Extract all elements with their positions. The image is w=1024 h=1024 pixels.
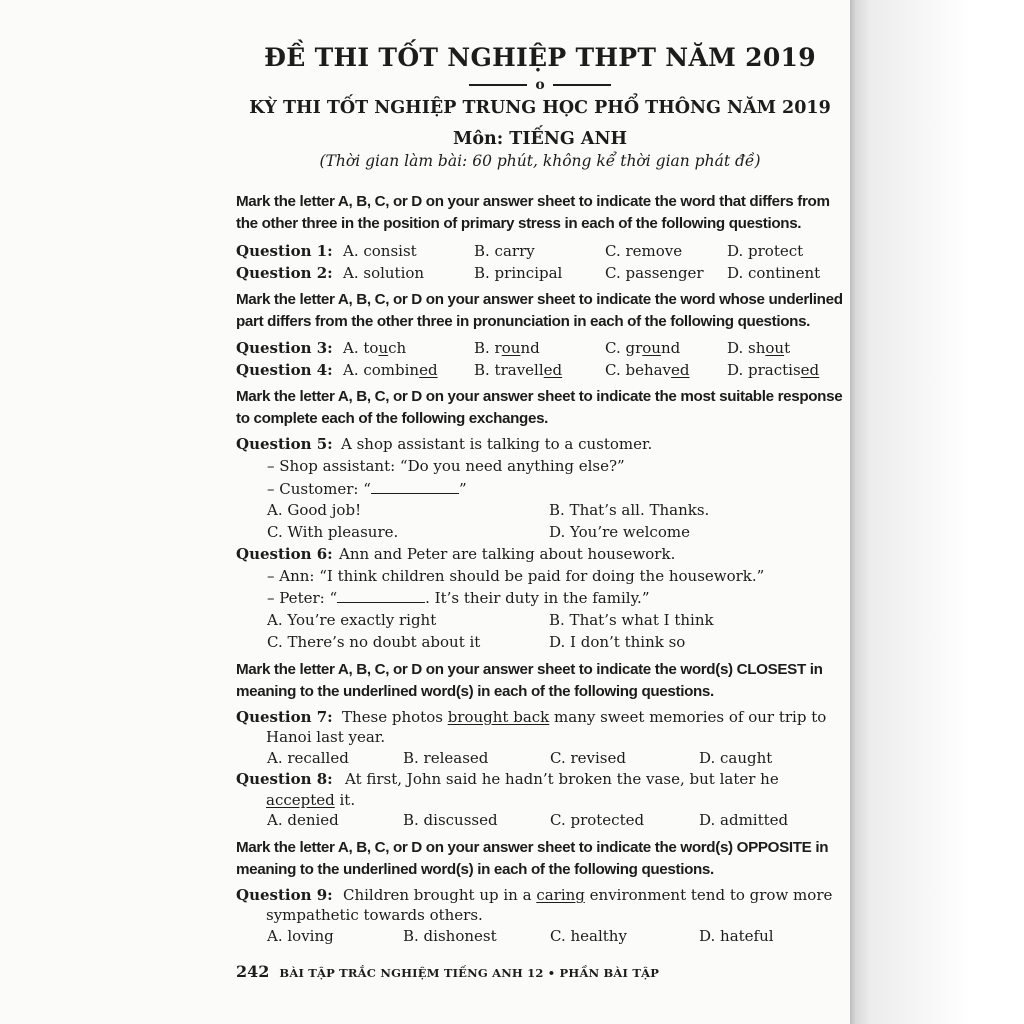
q5-line2-text: – Customer: “: [267, 480, 371, 498]
q6-stem: Ann and Peter are talking about housework.: [339, 545, 676, 563]
q4-d-underlined: ed: [800, 361, 820, 379]
q8-stem-text-end: it.: [334, 791, 356, 809]
ornament-rule-right: [553, 84, 611, 86]
q3-a-text: A. to: [343, 339, 379, 357]
q3-option-d: [727, 339, 790, 357]
instruction-stress-line1: Mark the letter A, B, C, or D on your answer sheet to indicate the word that differs from: [236, 193, 830, 210]
q3-option-b: [474, 339, 540, 357]
q7-option-a: A. recalled: [267, 749, 349, 767]
instruction-closest-line2: meaning to the underlined word(s) in each of the following questions.: [236, 683, 714, 700]
q4-option-b: [474, 361, 562, 379]
q1-option-c: C. remove: [605, 242, 683, 260]
q4-b-text: B. travell: [474, 361, 544, 379]
q4-a-text: A. combin: [343, 361, 420, 379]
q2-option-b: B. principal: [474, 264, 563, 282]
question-7-label: Question 7:: [236, 708, 333, 726]
q3-c-text: C. gr: [605, 339, 643, 357]
q6-dialogue-line1: – Ann: “I think children should be paid for doing the housework.”: [267, 567, 765, 585]
q3-b-text: B. r: [474, 339, 502, 357]
q3-a-underlined: u: [378, 339, 389, 357]
q1-option-b: B. carry: [474, 242, 535, 260]
q8-option-b: B. discussed: [403, 811, 498, 829]
q6-line2-text: – Peter: “: [267, 589, 338, 607]
q8-option-a: A. denied: [267, 811, 339, 829]
instruction-pronunciation-line1: Mark the letter A, B, C, or D on your answer sheet to indicate the word whose underlined: [236, 291, 843, 308]
q7-stem-text: These photos: [342, 708, 448, 726]
q5-dialogue-line1: – Shop assistant: “Do you need anything else?”: [267, 457, 625, 475]
q4-a-underlined: ed: [419, 361, 438, 379]
q3-a-text-end: ch: [388, 339, 407, 357]
q9-stem-underlined: caring: [536, 886, 585, 904]
q9-stem-text: Children brought up in a: [343, 886, 537, 904]
q5-stem: A shop assistant is talking to a customer.: [341, 435, 653, 453]
q4-c-underlined: ed: [671, 361, 690, 379]
q3-option-c: [605, 339, 680, 357]
ornament-rule-left: [469, 84, 527, 86]
question-4-label: Question 4:: [236, 361, 333, 379]
q5-option-a: A. Good job!: [267, 501, 362, 519]
q3-b-text-end: nd: [520, 339, 540, 357]
q9-stem-line2: sympathetic towards others.: [266, 906, 483, 924]
q7-stem-text-end: many sweet memories of our trip to: [549, 708, 827, 726]
q4-option-d: [727, 361, 819, 379]
q5-dialogue-line2: [267, 480, 467, 498]
q6-dialogue-line2: [267, 589, 650, 607]
instruction-response-line2: to complete each of the following exchanges.: [236, 410, 549, 427]
q5-option-d: D. You’re welcome: [549, 523, 690, 541]
q9-option-a: A. loving: [267, 927, 334, 945]
q1-option-d: D. protect: [727, 242, 804, 260]
q5-option-b: B. That’s all. Thanks.: [549, 501, 710, 519]
q3-d-text: D. sh: [727, 339, 766, 357]
q2-option-d: D. continent: [727, 264, 821, 282]
q8-option-d: D. admitted: [699, 811, 789, 829]
q6-option-b: B. That’s what I think: [549, 611, 714, 629]
q8-stem-line2: [266, 791, 355, 809]
instruction-response-line1: Mark the letter A, B, C, or D on your answer sheet to indicate the most suitable response: [236, 388, 843, 405]
page-edge-shadow: [850, 0, 1024, 1024]
q6-option-a: A. You’re exactly right: [267, 611, 437, 629]
q3-c-underlined: ou: [642, 339, 661, 357]
q5-line2-end: ”: [458, 480, 467, 498]
q3-c-text-end: nd: [660, 339, 681, 357]
q6-option-d: D. I don’t think so: [549, 633, 686, 651]
exam-subtitle: KỲ THI TỐT NGHIỆP TRUNG HỌC PHỔ THÔNG NĂM 2019: [249, 98, 831, 118]
q7-option-c: C. revised: [550, 749, 626, 767]
question-3-label: Question 3:: [236, 339, 333, 357]
q1-option-a: A. consist: [343, 242, 417, 260]
q9-stem: [343, 886, 832, 904]
instruction-opposite-line2: meaning to the underlined word(s) in each of the following questions.: [236, 861, 714, 878]
q7-stem: [342, 708, 826, 726]
q5-option-c: C. With pleasure.: [267, 523, 399, 541]
answer-blank: [337, 590, 425, 603]
q4-option-c: [605, 361, 690, 379]
q8-stem: At first, John said he hadn’t broken the vase, but later he: [345, 770, 779, 788]
question-2-label: Question 2:: [236, 264, 333, 282]
q8-option-c: C. protected: [550, 811, 645, 829]
answer-blank: [371, 481, 459, 494]
q9-option-d: D. hateful: [699, 927, 774, 945]
page-footer: [236, 962, 659, 981]
q3-d-underlined: ou: [765, 339, 785, 357]
instruction-stress-line2: the other three in the position of primary stress in each of the following questions.: [236, 215, 802, 232]
instruction-pronunciation-line2: part differs from the other three in pronunciation in each of the following questions.: [236, 313, 811, 330]
question-8-label: Question 8:: [236, 770, 333, 788]
q3-option-a: [343, 339, 406, 357]
question-5-label: Question 5:: [236, 435, 333, 453]
exam-subject: Môn: TIẾNG ANH: [452, 129, 627, 149]
q6-line2-end: . It’s their duty in the family.”: [425, 589, 650, 607]
q9-option-c: C. healthy: [550, 927, 627, 945]
q4-b-underlined: ed: [543, 361, 563, 379]
q4-option-a: [343, 361, 438, 379]
question-1-label: Question 1:: [236, 242, 333, 260]
page-number: 242: [236, 962, 270, 981]
book-title: BÀI TẬP TRẮC NGHIỆM TIẾNG ANH 12 • PHẦN BÀI TẬP: [279, 966, 660, 980]
q2-option-c: C. passenger: [605, 264, 704, 282]
q8-stem-underlined: accepted: [266, 791, 335, 809]
question-6-label: Question 6:: [236, 545, 333, 563]
q9-option-b: B. dishonest: [403, 927, 497, 945]
q7-option-b: B. released: [403, 749, 489, 767]
time-note: (Thời gian làm bài: 60 phút, không kể thời gian phát đề): [319, 152, 761, 170]
q4-d-text: D. practis: [727, 361, 801, 379]
instruction-opposite-line1: Mark the letter A, B, C, or D on your answer sheet to indicate the word(s) OPPOSITE in: [236, 839, 829, 856]
q4-c-text: C. behav: [605, 361, 672, 379]
q3-b-underlined: ou: [501, 339, 521, 357]
q6-option-c: C. There’s no doubt about it: [267, 633, 481, 651]
q9-stem-text-end: environment tend to grow more: [584, 886, 833, 904]
question-9-label: Question 9:: [236, 886, 333, 904]
q7-stem-underlined: brought back: [447, 708, 550, 726]
instruction-closest-line1: Mark the letter A, B, C, or D on your answer sheet to indicate the word(s) CLOSEST in: [236, 661, 823, 678]
q7-stem-line2: Hanoi last year.: [266, 728, 386, 746]
q7-option-d: D. caught: [699, 749, 773, 767]
q3-d-text-end: t: [784, 339, 791, 357]
q2-option-a: A. solution: [343, 264, 425, 282]
page-title: ĐỀ THI TỐT NGHIỆP THPT NĂM 2019: [264, 43, 816, 72]
ornament-mark: o: [535, 77, 545, 93]
